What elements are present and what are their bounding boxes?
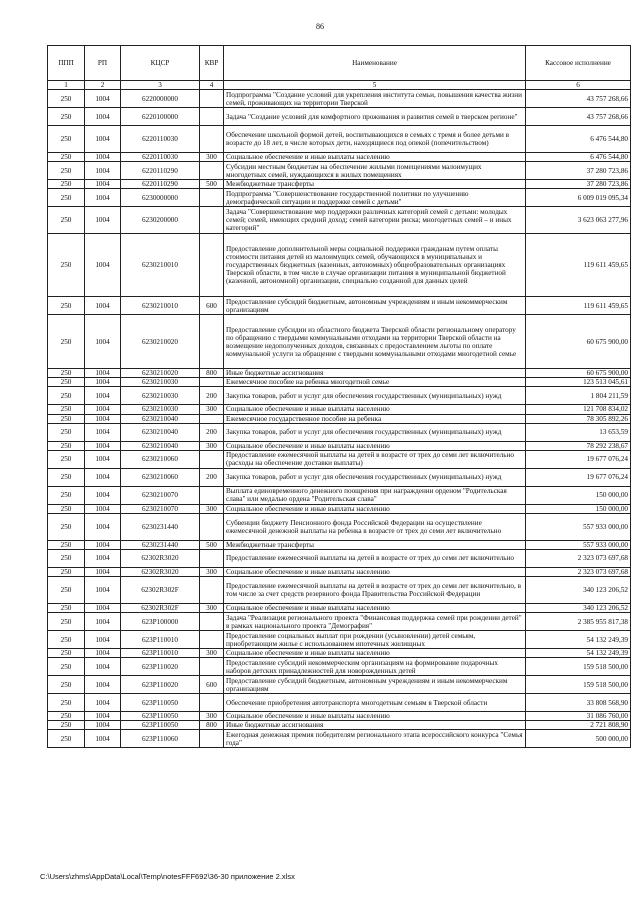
cell-kvr: 200 [200, 387, 224, 405]
cell-name: Социальное обеспечение и иные выплаты населению [224, 604, 526, 613]
column-number: 4 [200, 81, 224, 90]
table-body [48, 90, 631, 748]
budget-table [47, 45, 631, 748]
cell-amount: 60 675 900,00 [526, 315, 631, 369]
cell-amount: 6 009 019 095,34 [526, 189, 631, 207]
cell-kcsr: 6230210020 [121, 315, 200, 369]
cell-rp: 1004 [85, 162, 121, 180]
cell-amount: 150 000,00 [526, 486, 631, 504]
cell-kcsr: 6230231440 [121, 540, 200, 549]
cell-kcsr: 623P110050 [121, 694, 200, 712]
cell-rp: 1004 [85, 441, 121, 450]
cell-kcsr: 6230210030 [121, 378, 200, 387]
cell-amount: 19 677 076,24 [526, 468, 631, 486]
cell-kcsr: 6230210030 [121, 387, 200, 405]
cell-kvr [200, 549, 224, 567]
cell-name: Предоставление социальных выплат при рождении (усыновлении) детей семьям, приобретающим жилье с использованием ипотечных жилищных [224, 631, 526, 649]
table-row [48, 658, 631, 676]
cell-ppp: 250 [48, 513, 85, 540]
cell-amount: 2 323 073 697,68 [526, 567, 631, 576]
cell-kvr [200, 414, 224, 423]
cell-ppp: 250 [48, 658, 85, 676]
cell-kcsr: 62302R302F [121, 577, 200, 604]
cell-kcsr: 62302R3020 [121, 549, 200, 567]
table-row [48, 441, 631, 450]
cell-kcsr: 6220110290 [121, 180, 200, 189]
table-row [48, 315, 631, 369]
cell-kcsr: 623P110050 [121, 721, 200, 730]
cell-rp: 1004 [85, 540, 121, 549]
cell-ppp: 250 [48, 207, 85, 234]
cell-rp: 1004 [85, 153, 121, 162]
cell-name: Обеспечение приобретения автотранспорта многодетным семьям в Тверской области [224, 694, 526, 712]
cell-name: Ежегодная денежная премия победителям регионального этапа всероссийского конкурса "Семья года" [224, 730, 526, 748]
table-row [48, 721, 631, 730]
cell-ppp: 250 [48, 504, 85, 513]
cell-kcsr: 6230210060 [121, 450, 200, 468]
cell-rp: 1004 [85, 694, 121, 712]
cell-name: Межбюджетные трансферты [224, 180, 526, 189]
cell-name: Предоставление субсидий некоммерческим организациям на формирование подарочных наборов детских принадлежностей для новорожденных детей [224, 658, 526, 676]
table-row [48, 108, 631, 126]
cell-ppp: 250 [48, 631, 85, 649]
table-row [48, 604, 631, 613]
cell-kcsr: 6230210040 [121, 414, 200, 423]
cell-kvr [200, 378, 224, 387]
cell-kcsr: 623P110010 [121, 649, 200, 658]
cell-rp: 1004 [85, 730, 121, 748]
cell-kcsr: 6220100000 [121, 108, 200, 126]
cell-kcsr: 6230000000 [121, 189, 200, 207]
cell-amount: 19 677 076,24 [526, 450, 631, 468]
header-rp: РП [85, 46, 121, 81]
cell-kcsr: 6230210070 [121, 486, 200, 504]
cell-name: Предоставление ежемесячной выплаты на детей в возрасте от трех до семи лет включительно, в том числе за счет средств резервного фонда Правительства Российской Федерации [224, 577, 526, 604]
cell-rp: 1004 [85, 676, 121, 694]
cell-kcsr: 623P110050 [121, 712, 200, 721]
cell-name: Субвенции бюджету Пенсионного фонда Российской Федерации на осуществление ежемесячной денежной выплаты на ребенка в возрасте от трех до семи лет включительно [224, 513, 526, 540]
cell-rp: 1004 [85, 90, 121, 108]
table-row [48, 649, 631, 658]
table-row [48, 153, 631, 162]
cell-amount: 3 623 063 277,96 [526, 207, 631, 234]
cell-kvr: 500 [200, 540, 224, 549]
cell-amount: 557 933 000,00 [526, 513, 631, 540]
cell-amount: 6 476 544,80 [526, 126, 631, 153]
cell-ppp: 250 [48, 405, 85, 414]
cell-rp: 1004 [85, 315, 121, 369]
cell-kcsr: 6220110290 [121, 162, 200, 180]
cell-kvr [200, 189, 224, 207]
cell-rp: 1004 [85, 613, 121, 631]
cell-amount: 43 757 268,66 [526, 90, 631, 108]
cell-amount: 6 476 544,80 [526, 153, 631, 162]
column-number: 1 [48, 81, 85, 90]
cell-kvr [200, 450, 224, 468]
cell-amount: 43 757 268,66 [526, 108, 631, 126]
cell-rp: 1004 [85, 189, 121, 207]
cell-kvr [200, 513, 224, 540]
cell-rp: 1004 [85, 604, 121, 613]
table-row [48, 577, 631, 604]
cell-kcsr: 6230231440 [121, 513, 200, 540]
cell-kvr: 300 [200, 153, 224, 162]
cell-ppp: 250 [48, 162, 85, 180]
cell-amount: 119 611 459,65 [526, 297, 631, 315]
cell-ppp: 250 [48, 180, 85, 189]
cell-amount: 54 132 249,39 [526, 649, 631, 658]
table-row [48, 450, 631, 468]
cell-rp: 1004 [85, 567, 121, 576]
cell-rp: 1004 [85, 658, 121, 676]
cell-kvr: 200 [200, 423, 224, 441]
cell-ppp: 250 [48, 189, 85, 207]
cell-kcsr: 6220000000 [121, 90, 200, 108]
cell-name: Социальное обеспечение и иные выплаты населению [224, 567, 526, 576]
cell-kvr [200, 486, 224, 504]
header-amount: Кассовое исполнение [526, 46, 631, 81]
cell-ppp: 250 [48, 649, 85, 658]
cell-name: Выплата единовременного денежного поощрения при награждении орденом "Родительская слава" или медалью ордена "Родительская слава" [224, 486, 526, 504]
cell-rp: 1004 [85, 234, 121, 297]
cell-rp: 1004 [85, 423, 121, 441]
cell-kvr [200, 658, 224, 676]
cell-kvr: 300 [200, 649, 224, 658]
table-row [48, 676, 631, 694]
header-row [48, 46, 631, 81]
cell-name: Задача "Создание условий для комфортного проживания и развития семей в тверском регионе" [224, 108, 526, 126]
table-row [48, 162, 631, 180]
cell-name: Ежемесячное пособие на ребенка многодетной семье [224, 378, 526, 387]
cell-kvr: 300 [200, 441, 224, 450]
cell-kvr [200, 234, 224, 297]
cell-ppp: 250 [48, 694, 85, 712]
table-row [48, 730, 631, 748]
cell-rp: 1004 [85, 387, 121, 405]
cell-rp: 1004 [85, 649, 121, 658]
cell-kcsr: 62302R3020 [121, 567, 200, 576]
cell-amount: 13 653,59 [526, 423, 631, 441]
cell-kcsr: 6230200000 [121, 207, 200, 234]
table-row [48, 90, 631, 108]
cell-kcsr: 6230210040 [121, 441, 200, 450]
cell-amount: 123 513 045,61 [526, 378, 631, 387]
cell-kvr [200, 315, 224, 369]
cell-name: Предоставление субсидий бюджетным, автономным учреждениям и иным некоммерческим организациям [224, 297, 526, 315]
table-row [48, 513, 631, 540]
cell-kvr: 300 [200, 712, 224, 721]
cell-amount: 1 804 211,59 [526, 387, 631, 405]
page-number: 86 [316, 22, 324, 31]
cell-ppp: 250 [48, 387, 85, 405]
cell-rp: 1004 [85, 369, 121, 378]
table-row [48, 126, 631, 153]
column-number: 3 [121, 81, 200, 90]
cell-kvr [200, 631, 224, 649]
cell-name: Задача "Совершенствование мер поддержки различных категорий семей с детьми: молодых семей; семей, имеющих средний доход; семей категории риска; многодетных семей – и иных категорий" [224, 207, 526, 234]
cell-ppp: 250 [48, 369, 85, 378]
table-row [48, 486, 631, 504]
table-row [48, 549, 631, 567]
table-row [48, 712, 631, 721]
cell-amount: 2 323 073 697,68 [526, 549, 631, 567]
table-row [48, 567, 631, 576]
cell-amount: 159 518 500,00 [526, 658, 631, 676]
cell-kvr: 300 [200, 405, 224, 414]
cell-amount: 33 808 568,90 [526, 694, 631, 712]
table-row [48, 405, 631, 414]
table-row [48, 189, 631, 207]
cell-ppp: 250 [48, 297, 85, 315]
cell-kcsr: 6230210040 [121, 423, 200, 441]
cell-name: Подпрограмма "Создание условий для укрепления института семьи, повышения качества жизни семей, проживающих на территории Тверской [224, 90, 526, 108]
cell-ppp: 250 [48, 414, 85, 423]
cell-kcsr: 6230210070 [121, 504, 200, 513]
cell-name: Социальное обеспечение и иные выплаты населению [224, 504, 526, 513]
cell-kvr: 300 [200, 504, 224, 513]
cell-amount: 557 933 000,00 [526, 540, 631, 549]
cell-rp: 1004 [85, 450, 121, 468]
cell-kvr [200, 730, 224, 748]
cell-amount: 150 000,00 [526, 504, 631, 513]
cell-kvr [200, 90, 224, 108]
cell-ppp: 250 [48, 549, 85, 567]
cell-amount: 2 721 808,90 [526, 721, 631, 730]
cell-ppp: 250 [48, 540, 85, 549]
cell-kvr: 200 [200, 468, 224, 486]
table-row [48, 540, 631, 549]
cell-rp: 1004 [85, 721, 121, 730]
cell-rp: 1004 [85, 486, 121, 504]
cell-name: Межбюджетные трансферты [224, 540, 526, 549]
cell-name: Социальное обеспечение и иные выплаты населению [224, 649, 526, 658]
column-number: 5 [224, 81, 526, 90]
cell-rp: 1004 [85, 577, 121, 604]
cell-rp: 1004 [85, 414, 121, 423]
table-row [48, 207, 631, 234]
cell-rp: 1004 [85, 631, 121, 649]
cell-kcsr: 62302R302F [121, 604, 200, 613]
cell-rp: 1004 [85, 180, 121, 189]
table-row [48, 369, 631, 378]
cell-amount: 31 086 760,00 [526, 712, 631, 721]
cell-amount: 340 123 206,52 [526, 577, 631, 604]
cell-rp: 1004 [85, 504, 121, 513]
table-row [48, 423, 631, 441]
cell-kcsr: 6220110030 [121, 153, 200, 162]
header-name: Наименование [224, 46, 526, 81]
table-row [48, 694, 631, 712]
cell-rp: 1004 [85, 207, 121, 234]
column-number-row [48, 81, 631, 90]
cell-kvr [200, 126, 224, 153]
cell-kvr: 800 [200, 369, 224, 378]
cell-kvr: 500 [200, 180, 224, 189]
column-number: 2 [85, 81, 121, 90]
cell-name: Социальное обеспечение и иные выплаты населению [224, 441, 526, 450]
cell-name: Обеспечение школьной формой детей, воспитывающихся в семьях с тремя и более детьми в возрасте до 18 лет, в числе которых дети, находящиеся под опекой (попечительством) [224, 126, 526, 153]
cell-rp: 1004 [85, 513, 121, 540]
cell-rp: 1004 [85, 126, 121, 153]
cell-ppp: 250 [48, 126, 85, 153]
cell-rp: 1004 [85, 712, 121, 721]
cell-ppp: 250 [48, 486, 85, 504]
table-row [48, 468, 631, 486]
cell-kcsr: 623P110020 [121, 658, 200, 676]
cell-kvr: 800 [200, 721, 224, 730]
cell-name: Закупка товаров, работ и услуг для обеспечения государственных (муниципальных) нужд [224, 387, 526, 405]
table-row [48, 631, 631, 649]
cell-rp: 1004 [85, 297, 121, 315]
cell-kcsr: 623P100000 [121, 613, 200, 631]
cell-kcsr: 623P110010 [121, 631, 200, 649]
cell-name: Предоставление ежемесячной выплаты на детей в возрасте от трех до семи лет включительно (расходы на обеспечение доставки выплаты) [224, 450, 526, 468]
cell-amount: 37 280 723,86 [526, 162, 631, 180]
cell-name: Предоставление субсидий бюджетным, автономным учреждениям и иным некоммерческим организациям [224, 676, 526, 694]
cell-name: Предоставление дополнительной меры социальной поддержки гражданам путем оплаты стоимости питания детей из малоимущих семей, обучающихся в муниципальных и государственных бюджетных (казенных, автономных) общеобразовательных организациях Тверской области, в том числе в случае организации питания в муниципальной бюджетной (казенной, автономной) организации, специально созданной для данных целей [224, 234, 526, 297]
cell-kcsr: 6220110030 [121, 126, 200, 153]
cell-amount: 78 305 892,26 [526, 414, 631, 423]
cell-name: Иные бюджетные ассигнования [224, 721, 526, 730]
table-row [48, 234, 631, 297]
cell-kcsr: 6230210060 [121, 468, 200, 486]
header-kvr: КВР [200, 46, 224, 81]
column-number: 6 [526, 81, 631, 90]
cell-ppp: 250 [48, 721, 85, 730]
cell-ppp: 250 [48, 730, 85, 748]
cell-kcsr: 623P110060 [121, 730, 200, 748]
cell-kvr: 300 [200, 604, 224, 613]
cell-rp: 1004 [85, 405, 121, 414]
cell-amount: 340 123 206,52 [526, 604, 631, 613]
cell-ppp: 250 [48, 676, 85, 694]
cell-ppp: 250 [48, 90, 85, 108]
cell-ppp: 250 [48, 108, 85, 126]
cell-ppp: 250 [48, 315, 85, 369]
cell-ppp: 250 [48, 234, 85, 297]
cell-name: Закупка товаров, работ и услуг для обеспечения государственных (муниципальных) нужд [224, 468, 526, 486]
cell-rp: 1004 [85, 549, 121, 567]
cell-name: Подпрограмма "Совершенствование государственной политики по улучшению демографической ситуации и поддержке семей с детьми" [224, 189, 526, 207]
cell-amount: 60 675 900,00 [526, 369, 631, 378]
cell-name: Социальное обеспечение и иные выплаты населению [224, 712, 526, 721]
cell-amount: 119 611 459,65 [526, 234, 631, 297]
table-row [48, 180, 631, 189]
cell-ppp: 250 [48, 378, 85, 387]
cell-kvr [200, 162, 224, 180]
cell-kvr: 600 [200, 297, 224, 315]
cell-kcsr: 6230210030 [121, 405, 200, 414]
table-row [48, 613, 631, 631]
header-ppp: ППП [48, 46, 85, 81]
cell-name: Задача "Реализация регионального проекта "Финансовая поддержка семей при рождении детей" в рамках национального проекта "Демография" [224, 613, 526, 631]
cell-ppp: 250 [48, 441, 85, 450]
cell-ppp: 250 [48, 153, 85, 162]
header-kcsr: КЦСР [121, 46, 200, 81]
cell-kvr: 600 [200, 676, 224, 694]
cell-rp: 1004 [85, 108, 121, 126]
cell-name: Социальное обеспечение и иные выплаты населению [224, 153, 526, 162]
cell-kcsr: 6230210010 [121, 297, 200, 315]
cell-ppp: 250 [48, 567, 85, 576]
cell-kcsr: 623P110020 [121, 676, 200, 694]
cell-kcsr: 6230210010 [121, 234, 200, 297]
cell-ppp: 250 [48, 423, 85, 441]
cell-amount: 2 385 955 817,38 [526, 613, 631, 631]
cell-name: Предоставление ежемесячной выплаты на детей в возрасте от трех до семи лет включительно [224, 549, 526, 567]
cell-kvr: 300 [200, 567, 224, 576]
cell-amount: 78 292 238,67 [526, 441, 631, 450]
cell-ppp: 250 [48, 613, 85, 631]
cell-ppp: 250 [48, 468, 85, 486]
cell-rp: 1004 [85, 468, 121, 486]
cell-kvr [200, 613, 224, 631]
cell-name: Ежемесячное государственное пособие на ребенка [224, 414, 526, 423]
cell-name: Иные бюджетные ассигнования [224, 369, 526, 378]
cell-kvr [200, 207, 224, 234]
table-row [48, 414, 631, 423]
cell-rp: 1004 [85, 378, 121, 387]
cell-amount: 159 518 500,00 [526, 676, 631, 694]
cell-amount: 54 132 249,39 [526, 631, 631, 649]
cell-kcsr: 6230210020 [121, 369, 200, 378]
cell-amount: 500 000,00 [526, 730, 631, 748]
table-row [48, 504, 631, 513]
cell-ppp: 250 [48, 450, 85, 468]
cell-name: Субсидии местным бюджетам на обеспечение жилыми помещениями малоимущих многодетных семей, нуждающихся в жилых помещениях [224, 162, 526, 180]
cell-ppp: 250 [48, 712, 85, 721]
file-path-footer: C:\Users\zhms\AppData\Local\Temp\notesFFF692\36-30 приложение 2.xlsx [40, 872, 295, 881]
cell-name: Предоставление субсидии из областного бюджета Тверской области региональному оператору по обращению с твердыми коммунальными отходами на территории Тверской области на возмещение недополученных доходов, связанных с предоставлением льготы по оплате коммунальной услуги за обращение с твердыми коммунальными отходами многодетной семье [224, 315, 526, 369]
cell-ppp: 250 [48, 577, 85, 604]
cell-ppp: 250 [48, 604, 85, 613]
cell-amount: 37 280 723,86 [526, 180, 631, 189]
cell-name: Социальное обеспечение и иные выплаты населению [224, 405, 526, 414]
table-row [48, 297, 631, 315]
table-row [48, 387, 631, 405]
cell-kvr [200, 108, 224, 126]
cell-name: Закупка товаров, работ и услуг для обеспечения государственных (муниципальных) нужд [224, 423, 526, 441]
cell-kvr [200, 577, 224, 604]
cell-amount: 121 708 834,02 [526, 405, 631, 414]
table-row [48, 378, 631, 387]
cell-kvr [200, 694, 224, 712]
